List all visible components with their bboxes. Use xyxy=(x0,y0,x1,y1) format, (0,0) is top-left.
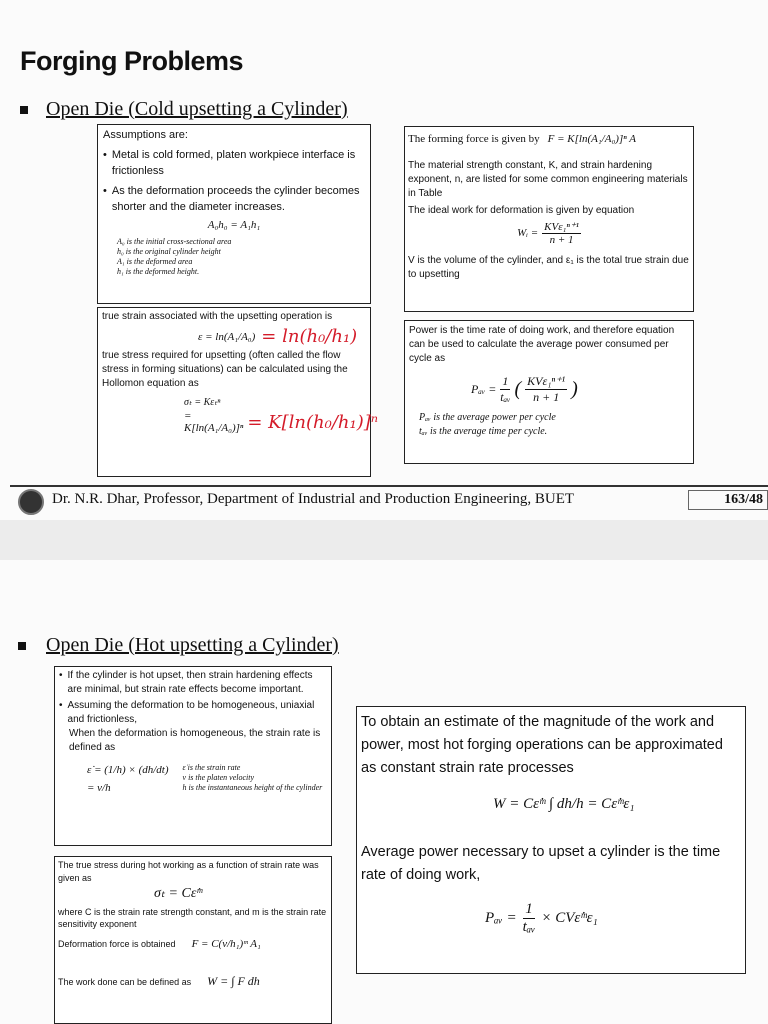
section-header xyxy=(18,634,339,657)
power-equation: Pₐᵥ = $\frac{1}{\text{tₐᵥ}}$ ( $\frac{\text{KVε₁ⁿ⁺¹}}{n + 1}$ ) xyxy=(471,374,578,404)
ideal-work-equation: Wᵢ = $\frac{\text{KVε₁ⁿ⁺¹}}{n + 1}$ xyxy=(517,221,579,246)
section-title: Open Die (Hot upsetting a Cylinder) xyxy=(46,634,339,656)
hot-stress-equation: σₜ = Cε̇ᵐ xyxy=(154,886,203,901)
hot-upset-box xyxy=(54,666,332,846)
hot-stress-text: The true stress during hot working as a function of strain rate was given as xyxy=(58,860,319,883)
bullet-square-icon xyxy=(18,642,26,650)
hot-stress-box xyxy=(54,856,332,1024)
footer-text: Dr. N.R. Dhar, Professor, Department of Industrial and Production Engineering, BUET xyxy=(52,491,575,507)
strain-rate-text: When the deformation is homogeneous, the strain rate is defined as xyxy=(69,728,321,753)
handwritten-strain-note: = ln(h₀/h₁) xyxy=(261,326,358,347)
hot-average-power-equation: Pₐᵥ = $\frac{1}{\text{tₐᵥ}}$ × CVε̇ᵐε₁ xyxy=(485,901,598,935)
force-equation: F = K[ln(A₁/A₀)]ⁿ A xyxy=(547,133,636,145)
hot-upset-item: • Assuming the deformation to be homogeneous, uniaxial and frictionless, xyxy=(59,700,315,725)
deformation-force-row xyxy=(58,938,328,950)
area-height-equation: A₀h₀ = A₁h₁ xyxy=(207,219,261,231)
true-strain-text: true strain associated with the upsetting operation is xyxy=(102,311,333,322)
assumption-item: • As the deformation proceeds the cylinder becomes shorter and the diameter increases. xyxy=(103,185,360,213)
definitions-list: A₀ is the initial cross-sectional area h₀ is the original cylinder height A₁ is the deformed area h₁ is the deformed height. xyxy=(117,237,232,276)
estimate-text: To obtain an estimate of the magnitude of the work and power, most hot forging operations can be approximated as constant strain rate processes xyxy=(361,714,723,776)
work-done-row xyxy=(58,974,328,989)
hollomon-text: true stress required for upsetting (often called the flow stress in forming situations) can be calculated using the Hollomon equation as xyxy=(102,350,348,389)
strain-equation-row xyxy=(198,326,366,347)
constant-strain-rate-work-equation: W = Cε̇ᵐ ∫ dh/h = Cε̇ᵐε₁ xyxy=(493,796,635,812)
footer-divider xyxy=(10,485,768,487)
work-done-equation: W = ∫ F dh xyxy=(207,974,260,988)
average-power-box xyxy=(404,320,694,464)
hollomon-equation: σₜ = Kεₜⁿ xyxy=(184,397,221,408)
work-power-estimate-box xyxy=(356,706,746,974)
buet-logo-icon xyxy=(18,489,44,515)
strain-rate-equation-2: = v/h xyxy=(87,782,111,794)
strain-rate-definitions: ε̇ is the strain rate v is the platen velocity h is the instantaneous height of the cylinder xyxy=(182,763,323,792)
power-definitions: Pₐᵥ is the average power per cycle tₐᵥ is the average time per cycle. xyxy=(419,412,556,437)
hot-upset-item: • If the cylinder is hot upset, then strain hardening effects are minimal, but strain rate effects become important. xyxy=(59,670,313,695)
section-header xyxy=(20,98,348,121)
handwritten-stress-note: = K[ln(h₀/h₁)]ⁿ xyxy=(247,411,379,433)
assumption-item: • Metal is cold formed, platen workpiece interface is frictionless xyxy=(103,149,356,177)
true-strain-box xyxy=(97,307,379,477)
deformation-force-equation: F = C(v/h₁)ᵐ A₁ xyxy=(191,938,261,950)
section-title: Open Die (Cold upsetting a Cylinder) xyxy=(46,98,348,120)
work-done-text: The work done can be defined as xyxy=(58,976,192,987)
assumptions-heading: Assumptions are: xyxy=(103,129,188,141)
volume-text: V is the volume of the cylinder, and ε₁ is the total true strain due to upsetting xyxy=(408,255,689,280)
average-power-text: Average power necessary to upset a cylinder is the time rate of doing work, xyxy=(361,844,721,883)
stress-equation: = K[ln(A₁/A₀)]ⁿ xyxy=(184,410,244,434)
strength-constant-text: The material strength constant, K, and strain hardening exponent, n, are listed for some common engineering materials in Table xyxy=(408,160,688,199)
strain-rate-equation: ε̇ = (1/h) × (dh/dt) xyxy=(87,764,169,776)
page-number: 163/48 xyxy=(724,492,763,507)
force-intro: The forming force is given by xyxy=(408,133,540,145)
slide-title: Forging Problems xyxy=(20,46,244,76)
forming-force-box xyxy=(404,126,694,312)
ideal-work-text: The ideal work for deformation is given by equation xyxy=(408,205,635,216)
bullet-square-icon xyxy=(20,106,28,114)
strain-rate-block xyxy=(87,761,327,797)
assumptions-box xyxy=(97,124,371,304)
deformation-force-text: Deformation force is obtained xyxy=(58,939,176,949)
stress-equation-row xyxy=(184,410,379,434)
strain-rate-constant-text: where C is the strain rate strength constant, and m is the strain rate sensitivity exponent xyxy=(58,907,327,929)
slide-hot-upsetting xyxy=(0,560,768,1024)
page-number-box xyxy=(688,490,768,510)
power-text: Power is the time rate of doing work, and therefore equation can be used to calculate the average power consumed per cycle as xyxy=(409,325,675,364)
strain-equation: ε = ln(A₁/A₀) xyxy=(198,330,256,343)
